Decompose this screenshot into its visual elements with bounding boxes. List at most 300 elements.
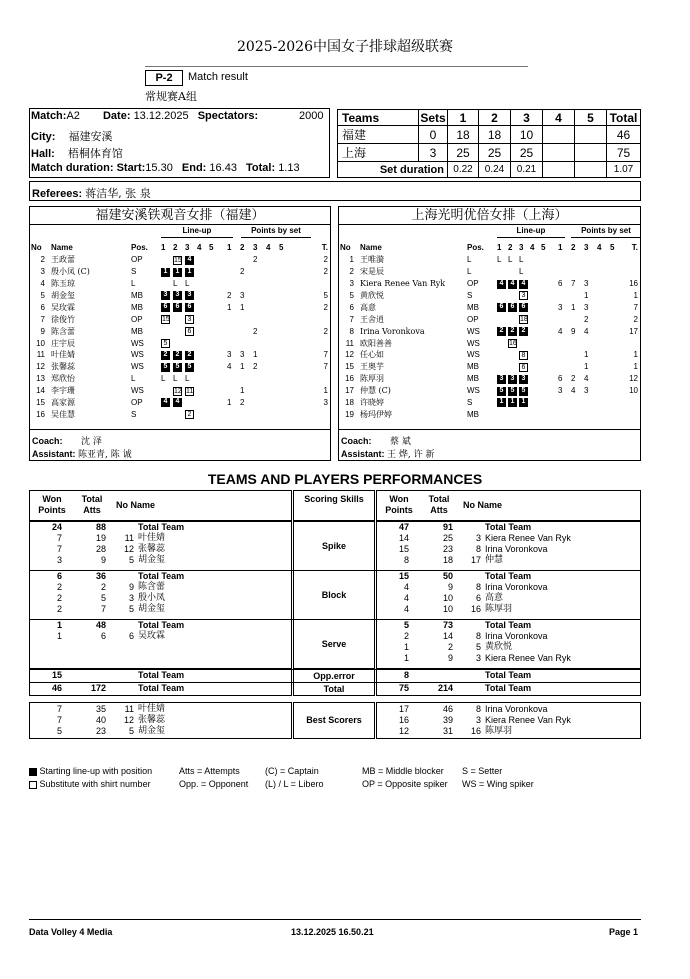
roster-row	[340, 385, 638, 397]
roster-row	[340, 266, 638, 278]
player-number: 2	[349, 267, 354, 277]
player-name: 黄欣悦	[360, 291, 384, 300]
points-by-set: 3	[584, 279, 589, 289]
roster-row	[31, 361, 328, 373]
points-by-set	[253, 278, 266, 290]
player-number: 16	[36, 409, 45, 419]
lineup-cell	[519, 373, 530, 385]
total-atts: 25	[442, 533, 453, 543]
player-total-points: 16	[629, 279, 638, 289]
legend-item: S = Setter	[462, 766, 503, 776]
lineup-cell	[161, 313, 173, 325]
lineup-cell	[173, 266, 185, 278]
lineup-cell	[197, 397, 209, 409]
lineup-cell	[209, 385, 221, 397]
player-name: Total Team	[485, 571, 532, 581]
lineup-cell	[209, 361, 221, 373]
points-by-set: 1	[227, 302, 232, 312]
date-value: 13.12.2025	[133, 110, 189, 122]
roster-row	[340, 408, 638, 420]
performance-row	[377, 620, 637, 631]
lineup-cell	[197, 301, 209, 313]
roster-row	[31, 408, 328, 420]
performance-a-total-box	[29, 669, 292, 696]
total-atts: 7	[100, 604, 106, 614]
starter-position-icon: 6	[519, 303, 528, 312]
performance-row	[30, 593, 290, 604]
player-position: MB	[467, 362, 479, 372]
lineup-cell	[185, 373, 197, 385]
player-name: Kiera Renee Van Ryk	[485, 653, 571, 663]
points-by-set	[610, 301, 623, 313]
points-by-set: 1	[240, 386, 245, 396]
team-b-name: 上海光明优倍女排（上海）	[339, 207, 640, 225]
player-total-points: 2	[323, 302, 328, 312]
score-row	[338, 126, 641, 144]
lineup-cell	[185, 349, 197, 361]
points-by-set	[227, 313, 240, 325]
team-b-coach-divider	[339, 429, 640, 430]
referees-label: Referees:	[32, 188, 83, 200]
points-by-set	[610, 349, 623, 361]
points-by-set	[279, 337, 292, 349]
total-atts: 9	[100, 555, 106, 565]
total-atts: 35	[95, 704, 106, 714]
won-points: 1	[403, 653, 409, 663]
roster-col-set: 3	[253, 243, 258, 253]
lineup-cell	[508, 325, 519, 337]
roster-header-row	[31, 242, 328, 254]
lineup-cell	[541, 325, 552, 337]
starter-position-icon: 3	[185, 291, 194, 300]
team-a-roster	[31, 242, 328, 420]
performance-rows	[30, 571, 290, 615]
lineup-cell	[209, 278, 221, 290]
points-by-set	[266, 361, 279, 373]
score-header: Sets	[420, 110, 446, 125]
player-number: 3	[40, 267, 45, 277]
libero-mark: L	[519, 267, 524, 277]
lineup-cell	[161, 266, 173, 278]
duration-label: Match duration:	[31, 162, 114, 174]
lineup-cell	[497, 361, 508, 373]
set-duration: 0.21	[511, 162, 543, 178]
points-by-set	[597, 408, 610, 420]
legend-filled: Starting line-up with position	[39, 766, 153, 776]
lineup-cell	[530, 397, 541, 409]
substitute-number-icon: 2	[185, 410, 194, 419]
starter-position-icon: 4	[497, 280, 506, 289]
points-by-set	[610, 290, 623, 302]
points-by-set	[597, 337, 610, 349]
lineup-cell	[197, 349, 209, 361]
score-set3: 10	[511, 126, 543, 144]
player-position: L	[467, 267, 472, 277]
player-name: 叶佳婧	[138, 533, 166, 543]
start-value: 15.30	[145, 162, 173, 174]
lineup-cell	[173, 313, 185, 325]
lineup-cell	[185, 325, 197, 337]
lineup-cell	[173, 385, 185, 397]
player-name: 王舍逍	[360, 314, 384, 324]
player-name: 胡金玺	[138, 555, 166, 565]
performance-header	[30, 494, 220, 516]
starter-position-icon: 5	[519, 387, 528, 396]
starter-position-icon: 4	[508, 280, 517, 289]
lineup-cell	[497, 266, 508, 278]
performance-header	[377, 494, 567, 516]
lineup-cell	[508, 254, 519, 266]
roster-col-set: 1	[558, 243, 563, 253]
lineup-cell	[541, 337, 552, 349]
legend	[29, 766, 534, 792]
player-name: 陈厚羽	[360, 374, 384, 384]
performance-row	[377, 533, 637, 544]
points-by-set: 2	[240, 267, 245, 277]
lineup-cell	[197, 266, 209, 278]
total-atts: 39	[442, 715, 453, 725]
points-by-set	[279, 301, 292, 313]
total-atts: 10	[442, 593, 453, 603]
won-points: 4	[403, 604, 409, 614]
points-by-set: 3	[558, 386, 563, 396]
points-by-set	[597, 313, 610, 325]
roster-col-set: 3	[519, 243, 524, 253]
lineup-cell	[197, 278, 209, 290]
substitute-number-icon: 15	[174, 256, 182, 264]
player-name: 张馨蕊	[51, 362, 75, 372]
points-by-set	[266, 408, 279, 420]
roster-col-set: 1	[161, 243, 166, 253]
points-by-set	[610, 254, 623, 266]
points-by-set	[597, 373, 610, 385]
points-by-set	[240, 278, 253, 290]
player-position: MB	[131, 291, 143, 300]
city-value: 福建安溪	[68, 130, 113, 143]
points-by-set: 2	[584, 314, 589, 324]
points-by-set	[610, 397, 623, 409]
total-atts: 40	[95, 715, 106, 725]
substitute-number-icon: 11	[186, 387, 194, 395]
player-name: Total Team	[138, 670, 185, 680]
roster-col-set: 5	[541, 243, 546, 253]
player-total-points: 2	[633, 314, 638, 324]
player-position: OP	[131, 314, 143, 324]
player-name: Kiera Renee Van Ryk	[485, 533, 571, 543]
set-duration: 1.07	[607, 162, 641, 178]
starter-position-icon: 3	[161, 291, 170, 300]
player-name: Irina Voronkova	[485, 704, 548, 714]
total-atts: 9	[447, 653, 453, 663]
starter-position-icon: 6	[497, 303, 506, 312]
score-set3: 25	[511, 144, 543, 162]
player-position: MB	[467, 374, 479, 384]
sheet-title: Match result	[188, 71, 248, 83]
performance-row	[377, 544, 637, 555]
lineup-cell	[508, 278, 519, 290]
lineup-cell	[519, 313, 530, 325]
total-atts: 5	[100, 593, 106, 603]
points-by-set	[253, 337, 266, 349]
player-number: 12	[345, 350, 354, 360]
points-by-set	[610, 385, 623, 397]
points-by-set: 7	[571, 279, 576, 289]
lineup-cell	[541, 397, 552, 409]
total-label: Total:	[246, 162, 276, 174]
points-by-set	[610, 313, 623, 325]
team-b-lineup-label: Line-up	[497, 225, 565, 238]
spectators-value: 2000	[299, 110, 324, 122]
total-atts: 23	[95, 726, 106, 736]
won-points: 2	[56, 582, 62, 592]
won-points-header: Won Points	[385, 494, 413, 515]
libero-mark: L	[173, 374, 178, 384]
player-number: 6	[475, 593, 481, 603]
points-by-set	[279, 290, 292, 302]
player-number: 11	[345, 338, 354, 348]
player-total-points: 12	[629, 374, 638, 384]
lineup-cell	[197, 408, 209, 420]
player-total-points	[623, 254, 638, 266]
score-set5	[575, 144, 607, 162]
player-name: 杨玛伊婷	[360, 409, 392, 419]
player-name: Total Team	[485, 670, 532, 680]
player-name: 仲慧 (C)	[360, 386, 391, 396]
starter-position-icon: 2	[185, 351, 194, 360]
points-by-set	[227, 373, 240, 385]
starter-position-icon: 5	[508, 387, 517, 396]
date-label: Date:	[102, 110, 131, 122]
points-by-set: 9	[571, 326, 576, 336]
skills-header: Scoring Skills	[304, 494, 364, 504]
player-total-points	[292, 408, 328, 420]
player-number: 15	[36, 398, 45, 408]
won-points: 2	[56, 593, 62, 603]
total-atts: 48	[95, 620, 106, 630]
player-total-points: 1	[633, 362, 638, 372]
total-atts: 2	[447, 642, 453, 652]
total-atts: 18	[442, 555, 453, 565]
end-label: End:	[181, 162, 207, 174]
points-by-set	[266, 325, 279, 337]
points-by-set: 3	[584, 302, 589, 312]
lineup-cell	[530, 313, 541, 325]
referees-value: 蒋洁华, 张 泉	[85, 187, 151, 200]
player-name: Irina Voronkova	[485, 544, 548, 554]
lineup-cell	[209, 397, 221, 409]
lineup-cell	[497, 301, 508, 313]
points-by-set: 4	[227, 362, 232, 372]
lineup-cell	[497, 408, 508, 420]
player-name: Total Team	[485, 522, 532, 532]
points-by-set	[597, 254, 610, 266]
player-total-points	[292, 313, 328, 325]
points-by-set	[597, 325, 610, 337]
player-number: 6	[349, 302, 354, 312]
player-number: 8	[475, 544, 481, 554]
performance-rows	[30, 522, 290, 566]
sheet-code: P-2	[145, 70, 183, 86]
libero-mark: L	[497, 255, 502, 265]
player-name: 殷小凤 (C)	[51, 267, 90, 277]
player-total-points: 10	[629, 386, 638, 396]
lineup-cell	[519, 337, 530, 349]
roster-col-set: 1	[227, 243, 232, 253]
lineup-cell	[161, 301, 173, 313]
starter-position-icon: 2	[173, 351, 182, 360]
lineup-cell	[161, 361, 173, 373]
lineup-cell	[508, 301, 519, 313]
player-number: 16	[470, 726, 481, 736]
performance-row	[30, 604, 290, 615]
performance-row	[377, 604, 637, 615]
points-by-set	[279, 349, 292, 361]
lineup-cell	[541, 301, 552, 313]
set-duration	[575, 162, 607, 178]
lineup-cell	[508, 373, 519, 385]
team-a-points-label: Points by set	[241, 225, 311, 238]
performance-rows	[377, 522, 637, 566]
points-by-set	[240, 337, 253, 349]
points-by-set	[240, 313, 253, 325]
team-a-lineup-label: Line-up	[161, 225, 233, 238]
team-b-roster	[340, 242, 638, 420]
player-number: 7	[349, 314, 354, 324]
roster-col-no: No	[340, 243, 351, 253]
libero-mark: L	[161, 374, 166, 384]
player-total-points: 1	[323, 386, 328, 396]
score-set4	[543, 144, 575, 162]
total-atts: 23	[442, 544, 453, 554]
footer-left: Data Volley 4 Media	[29, 927, 113, 937]
player-position: MB	[131, 326, 143, 336]
roster-row	[340, 349, 638, 361]
lineup-cell	[508, 397, 519, 409]
roster-col-set: 5	[209, 243, 214, 253]
lineup-cell	[161, 254, 173, 266]
points-by-set	[253, 266, 266, 278]
points-by-set: 1	[240, 302, 245, 312]
legend-item: Opp. = Opponent	[179, 779, 249, 789]
skill-label: Opp.error	[313, 671, 355, 681]
starter-position-icon: 1	[161, 268, 170, 277]
lineup-cell	[161, 373, 173, 385]
skill-label: Block	[321, 590, 347, 600]
player-name: 许晓婷	[360, 398, 384, 408]
libero-mark: L	[519, 255, 524, 265]
lineup-cell	[519, 290, 530, 302]
performance-row	[377, 704, 637, 715]
lineup-cell	[209, 301, 221, 313]
player-number	[455, 620, 483, 631]
total-atts: 31	[442, 726, 453, 736]
player-total-points: 1	[633, 350, 638, 360]
player-name: 仲慧	[485, 555, 504, 565]
player-position: MB	[467, 409, 479, 419]
lineup-cell	[197, 373, 209, 385]
player-number: 10	[36, 338, 45, 348]
score-header: 3	[511, 110, 543, 126]
points-by-set	[279, 313, 292, 325]
lineup-cell	[519, 397, 530, 409]
skill-label: Serve	[321, 639, 347, 649]
player-name: 吴佳慧	[51, 409, 75, 419]
player-number: 8	[475, 631, 481, 641]
score-team: 上海	[338, 144, 419, 162]
total-atts: 6	[100, 631, 106, 641]
starter-position-icon: 5	[173, 363, 182, 372]
player-position: S	[131, 267, 137, 277]
player-name: 王唯漪	[360, 255, 384, 265]
lineup-cell	[185, 408, 197, 420]
player-name: 吴玫霖	[51, 302, 75, 312]
player-total-points: 7	[323, 350, 328, 360]
city-label: City:	[31, 131, 56, 143]
player-position: L	[131, 279, 136, 289]
lineup-cell	[173, 337, 185, 349]
player-number: 7	[40, 314, 45, 324]
lineup-cell	[508, 361, 519, 373]
total-atts: 46	[442, 704, 453, 714]
points-by-set	[610, 361, 623, 373]
roster-col-set: 2	[240, 243, 245, 253]
player-number: 5	[475, 642, 481, 652]
roster-col-no: No	[31, 243, 42, 253]
player-position: S	[467, 291, 473, 300]
player-number: 6	[40, 302, 45, 312]
starter-position-icon: 3	[519, 375, 528, 384]
player-total-points: 7	[323, 362, 328, 372]
roster-header-row	[340, 242, 638, 254]
roster-col-pos: Pos.	[131, 243, 148, 253]
roster-row	[31, 266, 328, 278]
performance-row	[377, 582, 637, 593]
starter-position-icon: 6	[508, 303, 517, 312]
points-by-set	[266, 349, 279, 361]
points-by-set: 3	[584, 386, 589, 396]
lineup-cell	[197, 361, 209, 373]
player-number: 16	[470, 604, 481, 614]
total-atts: 36	[95, 571, 106, 581]
roster-row	[340, 301, 638, 313]
player-name: 郑欣怡	[51, 374, 75, 384]
set-duration-row	[338, 162, 641, 178]
lineup-cell	[530, 301, 541, 313]
lineup-cell	[530, 408, 541, 420]
roster-col-set: 2	[508, 243, 513, 253]
set-duration: 0.24	[479, 162, 511, 178]
lineup-cell	[519, 278, 530, 290]
roster-row	[31, 290, 328, 302]
coach-value: 蔡 斌	[390, 437, 411, 447]
points-by-set	[240, 254, 253, 266]
lineup-cell	[519, 385, 530, 397]
roster-col-set: 2	[571, 243, 576, 253]
filled-square-icon	[29, 768, 37, 776]
performance-row	[30, 522, 290, 533]
lineup-cell	[185, 337, 197, 349]
performance-row	[377, 522, 637, 533]
starter-position-icon: 3	[173, 291, 182, 300]
points-by-set	[279, 278, 292, 290]
won-points: 75	[398, 683, 409, 693]
roster-row	[31, 313, 328, 325]
player-number: 12	[36, 362, 45, 372]
score-header: 5	[575, 110, 607, 126]
lineup-cell	[541, 313, 552, 325]
hall-label: Hall:	[31, 148, 55, 160]
lineup-cell	[197, 337, 209, 349]
